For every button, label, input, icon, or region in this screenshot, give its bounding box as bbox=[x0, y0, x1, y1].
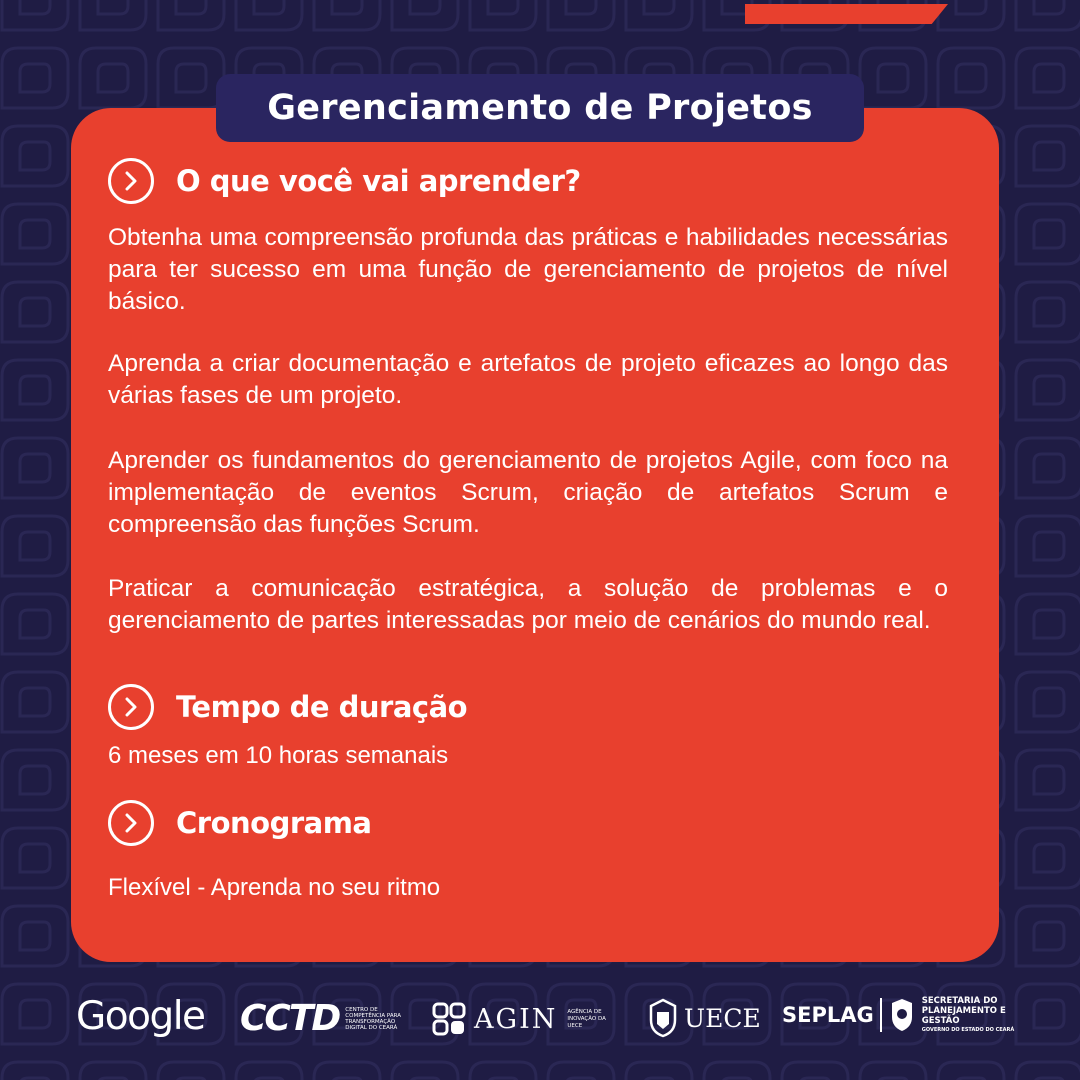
background-tile bbox=[1016, 438, 1080, 498]
background-tile bbox=[1016, 48, 1080, 108]
background-tile bbox=[1016, 594, 1080, 654]
background-tile bbox=[158, 0, 224, 30]
duration-text: 6 meses em 10 horas semanais bbox=[108, 742, 449, 769]
background-tile bbox=[2, 516, 68, 576]
agin-mark-icon bbox=[432, 1002, 466, 1036]
background-tile bbox=[314, 0, 380, 30]
uece-crest-icon bbox=[648, 998, 678, 1038]
section-header-schedule bbox=[108, 800, 372, 846]
background-tile bbox=[158, 1062, 224, 1080]
background-tile bbox=[938, 48, 1004, 108]
background-tile bbox=[1016, 516, 1080, 576]
uece-logo bbox=[648, 998, 761, 1038]
background-tile bbox=[1016, 0, 1080, 30]
background-tile bbox=[1016, 828, 1080, 888]
section-heading: Tempo de duração bbox=[176, 690, 468, 724]
background-tile bbox=[782, 1062, 848, 1080]
title-banner bbox=[216, 74, 864, 142]
background-tile bbox=[2, 828, 68, 888]
background-tile bbox=[158, 48, 224, 108]
ceara-coat-of-arms-icon bbox=[888, 997, 916, 1033]
seplag-subtitle: SECRETARIA DO PLANEJAMENTO E GESTÃO bbox=[921, 996, 1006, 1026]
background-tile bbox=[2, 0, 68, 30]
background-tile bbox=[938, 0, 1004, 30]
chevron-right-circle-icon bbox=[108, 800, 154, 846]
background-tile bbox=[2, 282, 68, 342]
cctd-logo-subtitle: CENTRO DE COMPETÊNCIA PARA TRANSFORMAÇÃO DIGITAL DO CEARÁ bbox=[345, 1006, 401, 1031]
background-tile bbox=[2, 594, 68, 654]
background-tile bbox=[1016, 750, 1080, 810]
background-tile bbox=[1016, 1062, 1080, 1080]
background-tile bbox=[1016, 906, 1080, 966]
background-tile bbox=[548, 1062, 614, 1080]
agin-logo-subtitle: AGÊNCIA DE INOVAÇÃO DA UECE bbox=[567, 1008, 606, 1029]
background-tile bbox=[470, 0, 536, 30]
background-tile bbox=[548, 0, 614, 30]
section-heading: Cronograma bbox=[176, 806, 372, 840]
seplag-logo bbox=[782, 996, 1032, 1034]
background-tile bbox=[1016, 282, 1080, 342]
cctd-logo-text: CCTD bbox=[240, 998, 340, 1039]
google-logo-text: Google bbox=[76, 994, 205, 1039]
partner-logos bbox=[0, 988, 1080, 1052]
background-tile bbox=[1016, 672, 1080, 732]
learn-paragraph: Aprenda a criar documentação e artefatos de projeto eficazes ao longo das várias fases de um projeto. bbox=[108, 350, 948, 409]
top-accent-bar bbox=[745, 4, 948, 24]
background-tile bbox=[236, 0, 302, 30]
background-tile bbox=[704, 1062, 770, 1080]
seplag-caption: GOVERNO DO ESTADO DO CEARÁ bbox=[921, 1027, 1015, 1033]
background-tile bbox=[392, 0, 458, 30]
background-tile bbox=[1016, 360, 1080, 420]
background-tile bbox=[2, 204, 68, 264]
background-tile bbox=[2, 360, 68, 420]
background-tile bbox=[938, 1062, 1004, 1080]
background-tile bbox=[1016, 204, 1080, 264]
background-tile bbox=[626, 1062, 692, 1080]
learn-paragraph: Aprender os fundamentos do gerenciamento de projetos Agile, com foco na implementação de eventos Scrum, criação de artefatos Scrum e compreensão das funções Scrum. bbox=[108, 447, 948, 538]
background-tile bbox=[2, 1062, 68, 1080]
background-tile bbox=[80, 1062, 146, 1080]
background-tile bbox=[470, 1062, 536, 1080]
background-tile bbox=[314, 1062, 380, 1080]
background-tile bbox=[80, 48, 146, 108]
uece-logo-text: UECE bbox=[684, 1003, 761, 1033]
seplag-logo-text: SEPLAG bbox=[782, 1003, 874, 1027]
section-header-duration bbox=[108, 684, 467, 730]
logo-divider bbox=[880, 998, 882, 1032]
learn-paragraph: Praticar a comunicação estratégica, a solução de problemas e o gerenciamento de partes interessadas por meio de cenários do mundo real. bbox=[108, 575, 948, 634]
seplag-text-block bbox=[922, 996, 1032, 1034]
schedule-text: Flexível - Aprenda no seu ritmo bbox=[108, 874, 441, 901]
learn-paragraph: Obtenha uma compreensão profunda das práticas e habilidades necessárias para ter sucesso em uma função de gerenciamento de projetos de nível básico. bbox=[108, 224, 948, 315]
chevron-right-circle-icon bbox=[108, 684, 154, 730]
background-tile bbox=[2, 438, 68, 498]
background-tile bbox=[236, 1062, 302, 1080]
google-logo bbox=[76, 994, 205, 1039]
background-tile bbox=[2, 48, 68, 108]
section-header-learn bbox=[108, 158, 581, 204]
cctd-logo bbox=[240, 998, 415, 1039]
background-tile bbox=[860, 1062, 926, 1080]
background-tile bbox=[2, 906, 68, 966]
agin-logo-text: AGIN bbox=[474, 1003, 558, 1035]
background-tile bbox=[2, 750, 68, 810]
background-tile bbox=[1016, 126, 1080, 186]
background-tile bbox=[2, 672, 68, 732]
background-tile bbox=[392, 1062, 458, 1080]
section-heading: O que você vai aprender? bbox=[176, 164, 581, 198]
chevron-right-circle-icon bbox=[108, 158, 154, 204]
background-tile bbox=[860, 48, 926, 108]
agin-logo bbox=[432, 1002, 611, 1036]
background-tile bbox=[2, 126, 68, 186]
background-tile bbox=[80, 0, 146, 30]
page-title: Gerenciamento de Projetos bbox=[267, 88, 813, 128]
background-tile bbox=[626, 0, 692, 30]
